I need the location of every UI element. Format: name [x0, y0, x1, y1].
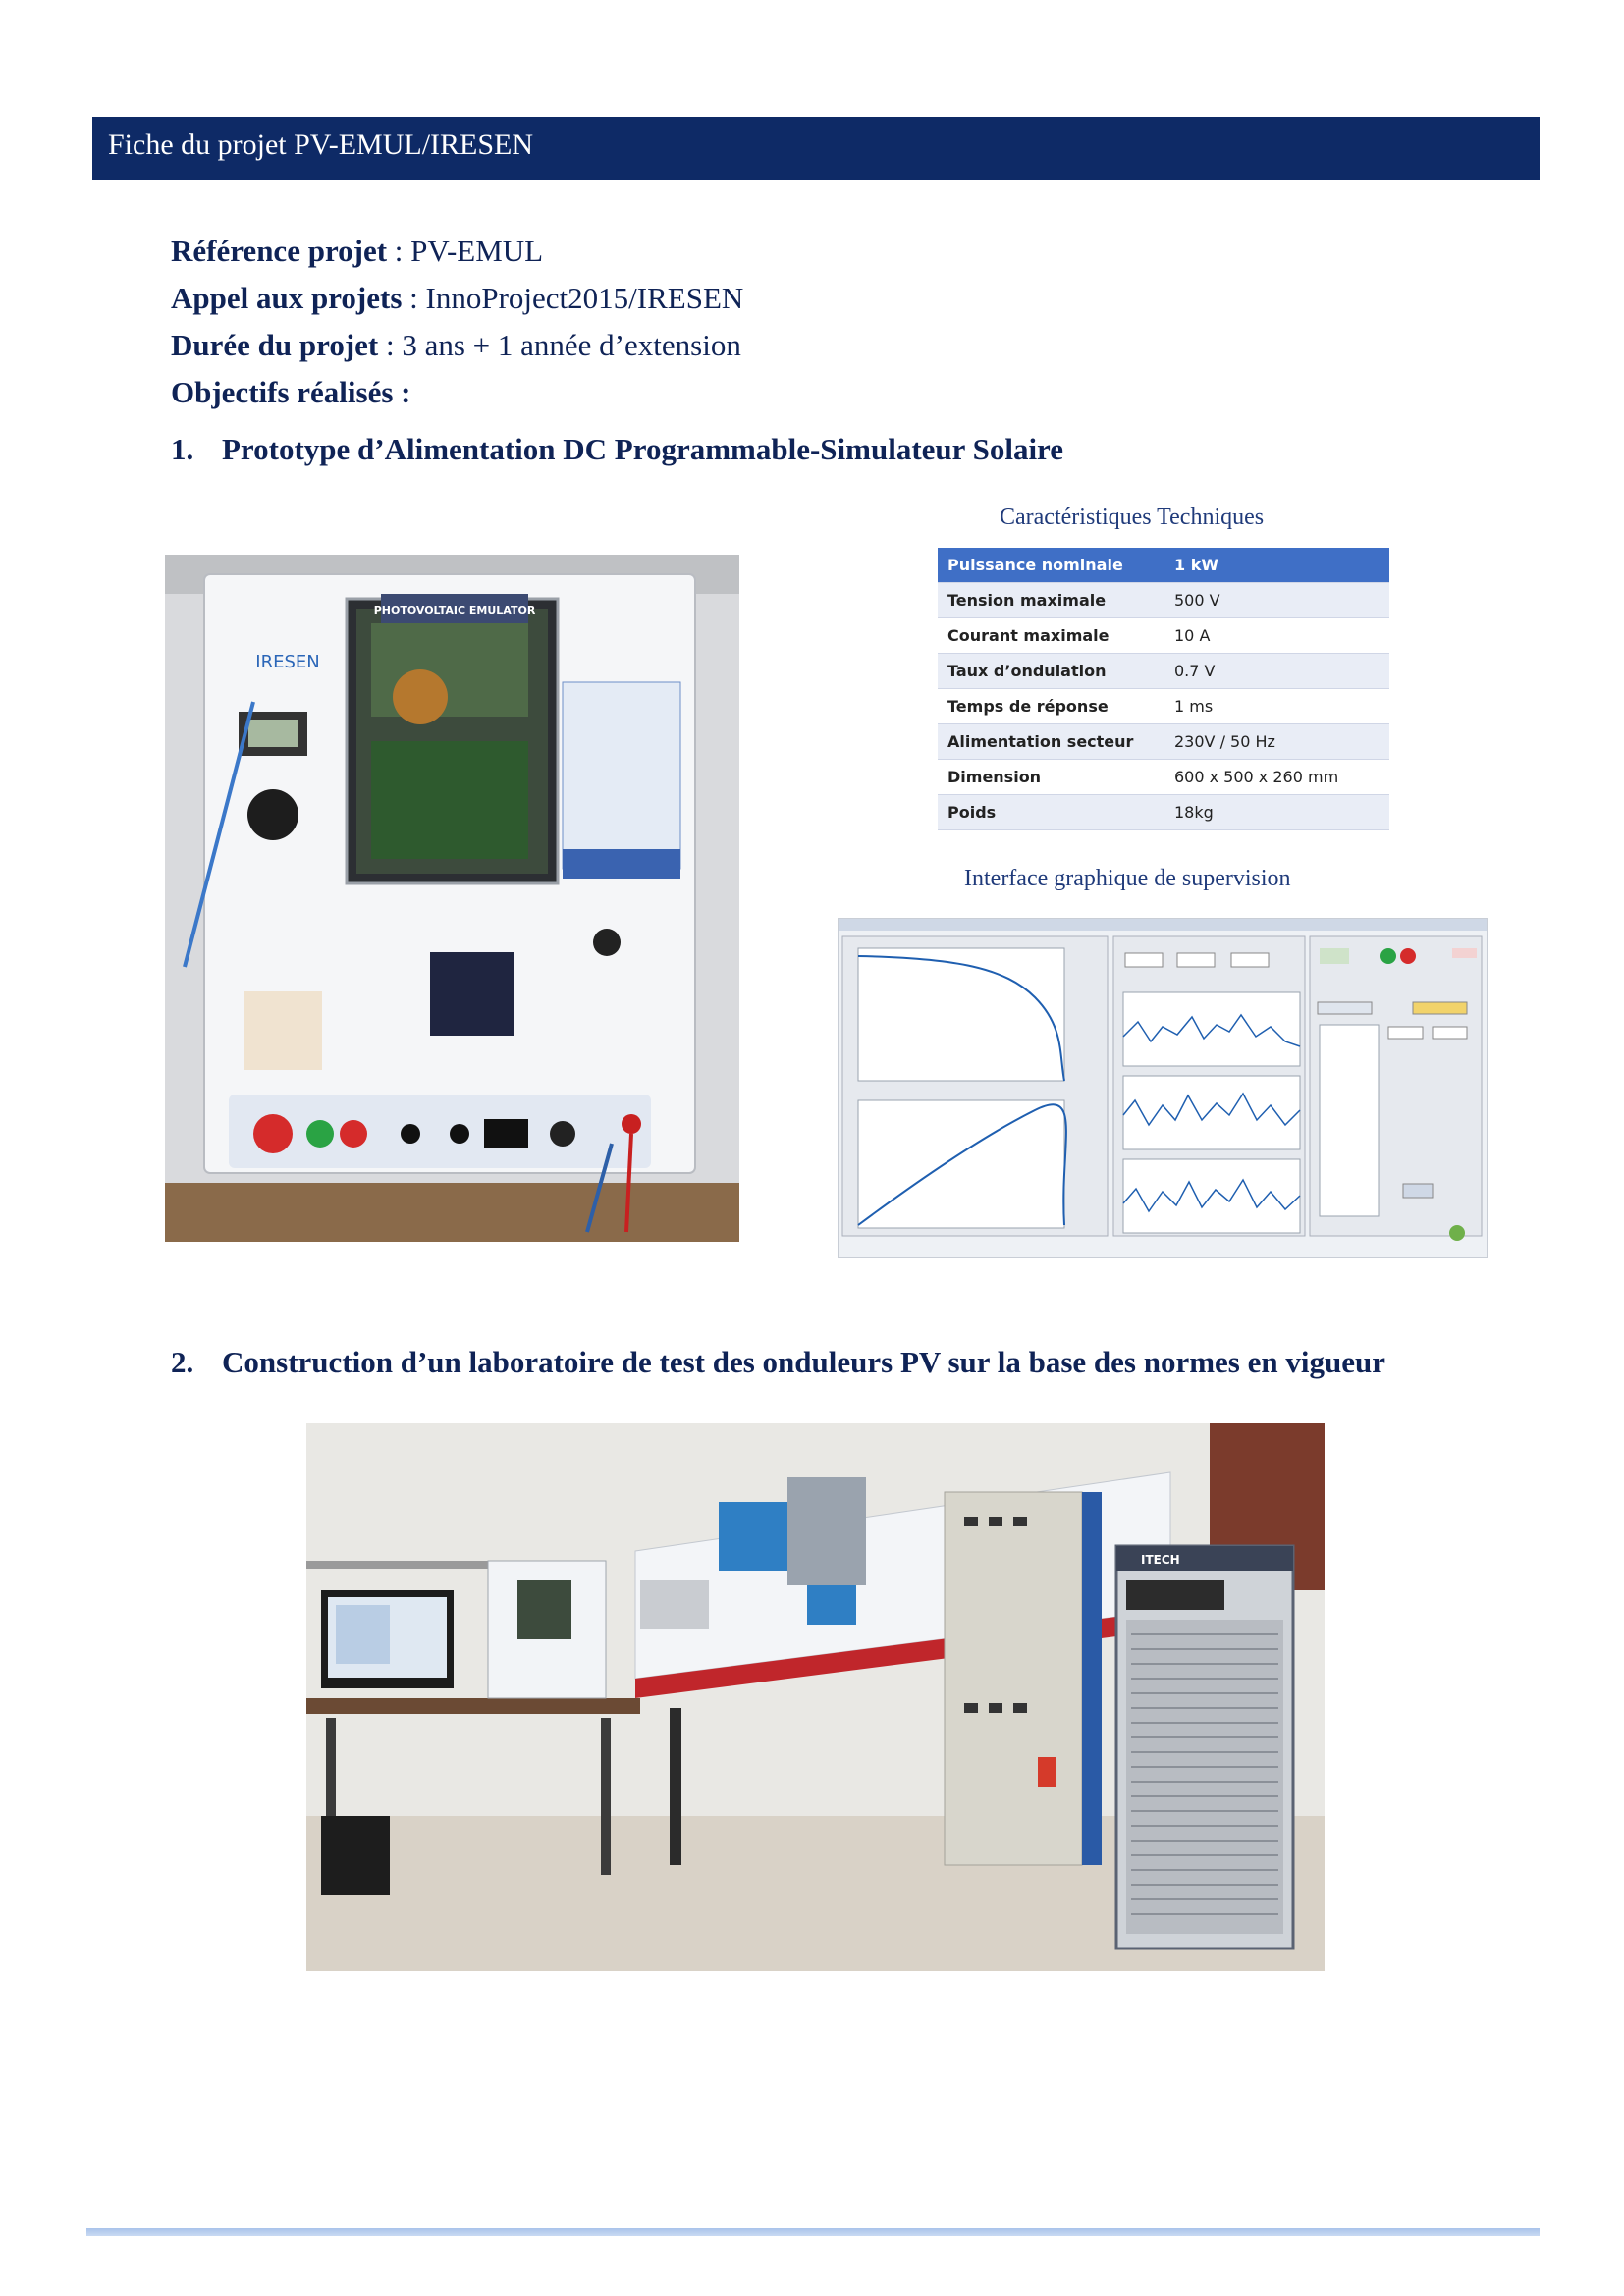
spec-caption: Caractéristiques Techniques — [1000, 505, 1265, 530]
meta-reference: Référence projet : PV-EMUL — [171, 234, 544, 268]
emulator-panel-label: PHOTOVOLTAIC EMULATOR — [373, 604, 536, 616]
emulator-logo: IRESEN — [255, 652, 320, 672]
table-row: Courant maximale 10 A — [938, 618, 1389, 654]
table-row: Puissance nominale 1 kW — [938, 548, 1389, 583]
footer-rule — [86, 2228, 1540, 2236]
section-2-heading: 2. Construction d’un laboratoire de test des onduleurs PV sur la base des normes en vigueur — [171, 1345, 1385, 1379]
meta-objectives: Objectifs réalisés : — [171, 375, 411, 409]
cabinet-brand: ITECH — [1141, 1553, 1180, 1567]
table-row: Alimentation secteur 230V / 50 Hz — [938, 724, 1389, 760]
spec-table — [938, 548, 1389, 830]
table-row: Poids 18kg — [938, 795, 1389, 830]
gui-caption: Interface graphique de supervision — [964, 866, 1291, 891]
meta-duration: Durée du projet : 3 ans + 1 année d’extension — [171, 328, 741, 362]
page-title: Fiche du projet PV-EMUL/IRESEN — [108, 129, 534, 161]
supervision-gui-screenshot — [838, 918, 1488, 1258]
table-row: Taux d’ondulation 0.7 V — [938, 654, 1389, 689]
emulator-photo — [165, 555, 739, 1242]
section-1-heading: 1. Prototype d’Alimentation DC Programmable-Simulateur Solaire — [171, 432, 1064, 466]
table-row: Tension maximale 500 V — [938, 583, 1389, 618]
laboratory-photo — [306, 1423, 1325, 1971]
meta-call: Appel aux projets : InnoProject2015/IRESEN — [171, 281, 744, 315]
title-banner — [92, 117, 1540, 180]
table-row: Temps de réponse 1 ms — [938, 689, 1389, 724]
table-row: Dimension 600 x 500 x 260 mm — [938, 760, 1389, 795]
project-meta — [171, 228, 743, 416]
